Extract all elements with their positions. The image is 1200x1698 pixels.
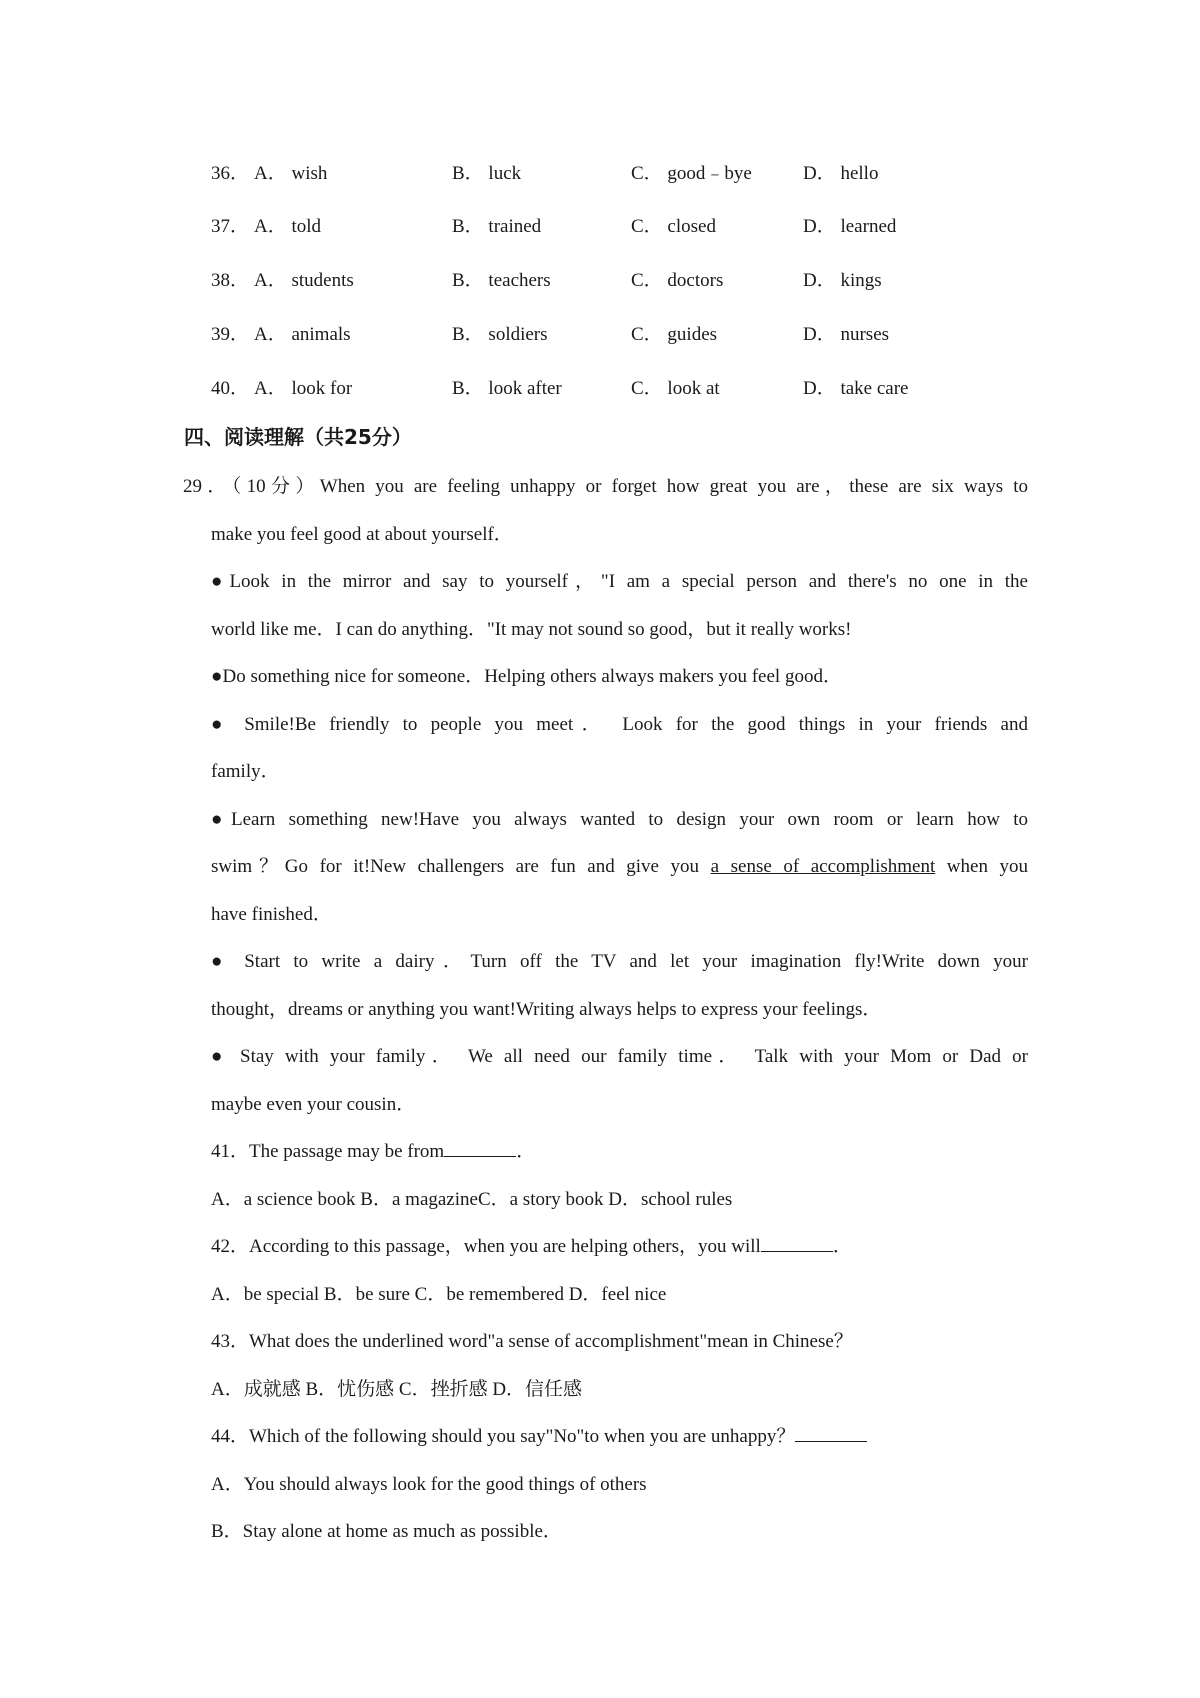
option-d: D． kings: [803, 270, 882, 291]
bullet-3-line1: ● Smile!Be friendly to people you meet． Look for the good things in your friends and: [211, 714, 1028, 735]
option-row: [0, 320, 1200, 350]
question-41: 41．The passage may be from ．: [211, 1141, 536, 1162]
underlined-phrase: a sense of accomplishment: [710, 856, 936, 877]
question-42: 42．According to this passage，when you are helping others，you will ．: [211, 1236, 852, 1257]
answer-blank: [444, 1140, 516, 1157]
answer-blank: [761, 1235, 833, 1252]
option-b: B． trained: [452, 216, 542, 237]
bullet-4-line3: have finished．: [211, 904, 332, 925]
answer-blank: [795, 1425, 867, 1442]
option-c: C． good﹣bye: [631, 163, 752, 184]
option-a: A． students: [254, 270, 354, 291]
option-d: D． nurses: [803, 324, 890, 345]
question-number: 36．: [211, 163, 250, 184]
bullet-3-line2: family．: [211, 761, 280, 782]
bullet-2: ●Do something nice for someone．Helping others always makers you feel good．: [211, 666, 842, 687]
question-43-choices: A．成就感 B．忧伤感 C．挫折感 D．信任感: [211, 1379, 583, 1400]
bullet-1-line2: world like me．I can do anything．"It may not sound so good，but it really works!: [211, 619, 852, 640]
bullet-1-line1: ●Look in the mirror and say to yourself，"I am a special person and there's no one in the: [211, 571, 1028, 592]
option-row: [0, 159, 1200, 189]
option-c: C． doctors: [631, 270, 724, 291]
question-number: 40．: [211, 378, 250, 399]
question-41-choices: A．a science book B．a magazineC．a story book D．school rules: [211, 1189, 733, 1210]
option-a: A． told: [254, 216, 322, 237]
option-row: [0, 212, 1200, 242]
bullet-6-line2: maybe even your cousin．: [211, 1094, 416, 1115]
option-row: [0, 266, 1200, 296]
question-44: 44．Which of the following should you say"No"to when you are unhappy？: [211, 1422, 867, 1452]
section-title: 四、阅读理解（共25分）: [184, 425, 412, 449]
option-a: A． look for: [254, 378, 353, 399]
passage-intro-line1: 29．（10分）When you are feeling unhappy or forget how great you are，these are six ways to: [183, 476, 1028, 497]
option-d: D． take care: [803, 378, 909, 399]
bullet-4-line2: swim？Go for it!New challengers are fun and give you a sense of accomplishment when you: [211, 856, 1029, 877]
option-b: B． soldiers: [452, 324, 548, 345]
option-b: B． luck: [452, 163, 522, 184]
option-d: D． learned: [803, 216, 897, 237]
option-d: D． hello: [803, 163, 879, 184]
question-number: 39．: [211, 324, 250, 345]
bullet-5-line2: thought，dreams or anything you want!Writing always helps to express your feelings．: [211, 999, 882, 1020]
option-c: C． closed: [631, 216, 716, 237]
option-row: [0, 374, 1200, 404]
option-a: A． animals: [254, 324, 351, 345]
question-44-choice-a: A．You should always look for the good things of others: [211, 1474, 647, 1495]
question-number: 37．: [211, 216, 250, 237]
option-c: C． guides: [631, 324, 718, 345]
passage-intro-line2: make you feel good at about yourself．: [211, 524, 513, 545]
option-c: C． look at: [631, 378, 720, 399]
option-b: B． teachers: [452, 270, 551, 291]
bullet-6-line1: ● Stay with your family． We all need our family time． Talk with your Mom or Dad or: [211, 1046, 1028, 1067]
question-44-choice-b: B．Stay alone at home as much as possible．: [211, 1521, 562, 1542]
question-43: 43．What does the underlined word"a sense of accomplishment"mean in Chinese？: [211, 1331, 853, 1352]
bullet-4-line1: ●Learn something new!Have you always wanted to design your own room or learn how to: [211, 809, 1028, 830]
option-a: A． wish: [254, 163, 328, 184]
question-42-choices: A．be special B．be sure C．be remembered D．feel nice: [211, 1284, 667, 1305]
option-b: B． look after: [452, 378, 562, 399]
question-number: 38．: [211, 270, 250, 291]
bullet-5-line1: ● Start to write a dairy．Turn off the TV and let your imagination fly!Write down your: [211, 951, 1028, 972]
